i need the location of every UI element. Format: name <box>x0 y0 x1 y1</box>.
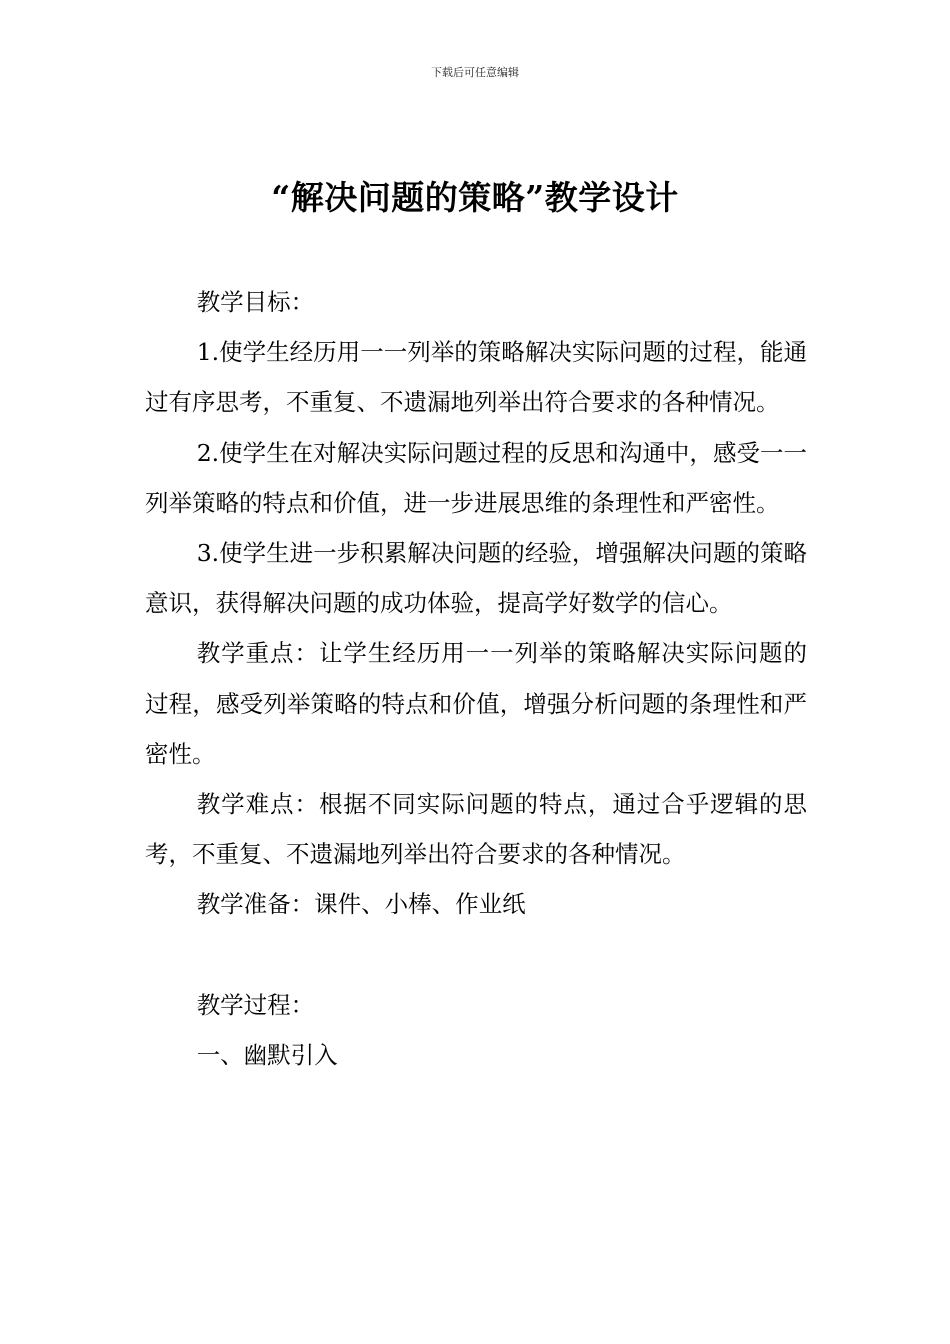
document-body <box>145 277 807 1080</box>
paragraph-key-points: 教学重点：让学生经历用一一列举的策略解决实际问题的过程，感受列举策略的特点和价值，增强分析问题的条理性和严密性。 <box>145 639 807 768</box>
paragraph-objectives-heading: 教学目标： <box>196 288 315 316</box>
paragraph-objective-3: 3.使学生进一步积累解决问题的经验，增强解决问题的策略意识，获得解决问题的成功体验，提高学好数学的信心。 <box>145 539 807 618</box>
paragraph-objective-1: 1.使学生经历用一一列举的策略解决实际问题的过程，能通过有序思考，不重复、不遗漏地列举出符合要求的各种情况。 <box>145 338 807 417</box>
paragraph-preparation: 教学准备：课件、小棒、作业纸 <box>196 890 526 919</box>
header-note: 下载后可任意编辑 <box>431 66 519 79</box>
paragraph-section-1: 一、幽默引入 <box>196 1041 338 1070</box>
document-title: “解决问题的策略”教学设计 <box>271 178 679 217</box>
paragraph-difficulties: 教学难点：根据不同实际问题的特点，通过合乎逻辑的思考，不重复、不遗漏地列举出符合要求的各种情况。 <box>145 790 807 869</box>
paragraph-objective-2: 2.使学生在对解决实际问题过程的反思和沟通中，感受一一列举策略的特点和价值，进一步进展思维的条理性和严密性。 <box>145 438 807 517</box>
paragraph-process-heading: 教学过程： <box>196 990 315 1019</box>
